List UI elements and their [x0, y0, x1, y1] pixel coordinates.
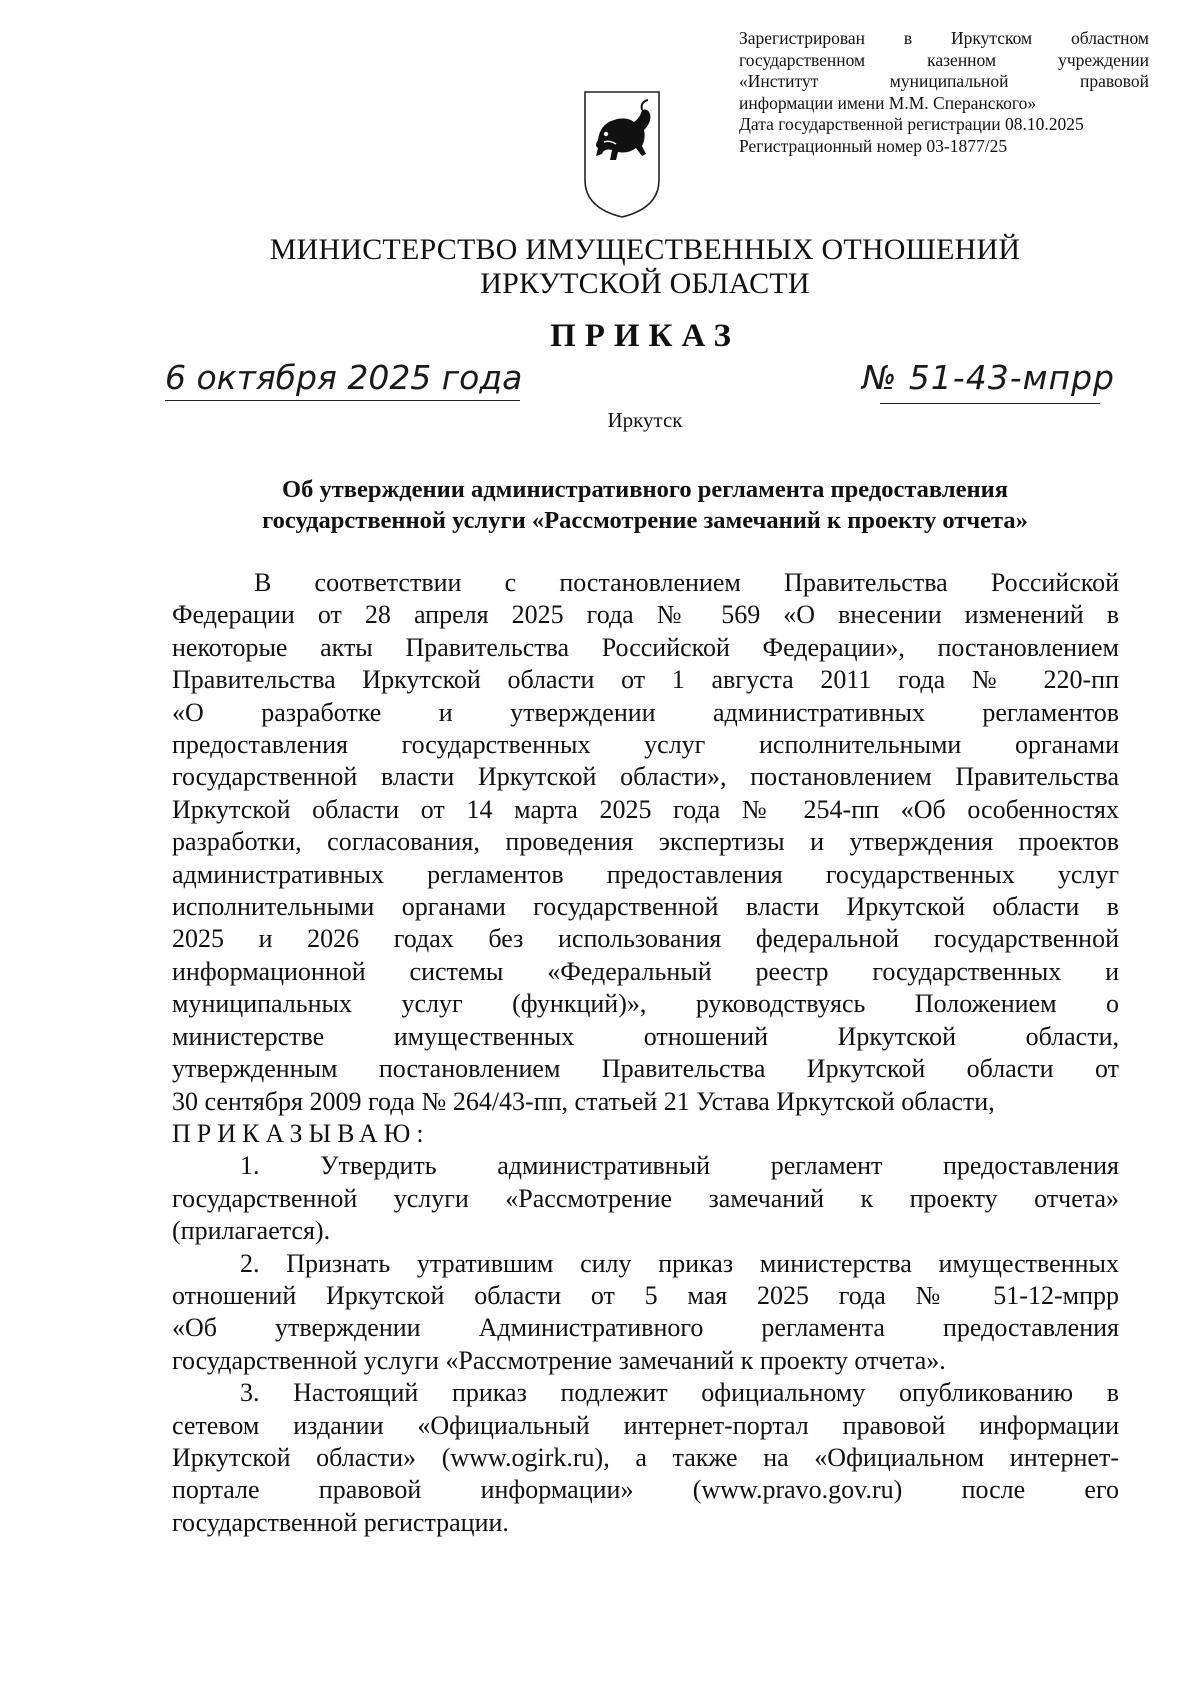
body-line: Иркутской области от 14 марта 2025 года № 254-пп «Об особенностях — [172, 794, 1119, 824]
body-line: Правительства Иркутской области от 1 августа 2011 года № 220-пп — [172, 665, 1119, 695]
body-line: 2025 и 2026 годах без использования федеральной государственной — [172, 924, 1119, 954]
body-line: исполнительными органами государственной власти Иркутской области в — [172, 892, 1119, 922]
registration-line: информации имени М.М. Сперанского» — [739, 92, 1037, 113]
ministry-name-line: МИНИСТЕРСТВО ИМУЩЕСТВЕННЫХ ОТНОШЕНИЙ — [269, 233, 1021, 266]
registration-stamp — [739, 28, 1149, 157]
registration-line: государственном казенном учреждении — [739, 49, 1149, 70]
order-subject — [120, 474, 1170, 536]
body-line: министерстве имущественных отношений Иркутской области, — [172, 1021, 1119, 1051]
body-line: утвержденным постановлением Правительства Иркутской области от — [172, 1054, 1119, 1084]
ministry-name — [0, 233, 1200, 301]
body-line: информационной системы «Федеральный реестр государственных и — [172, 956, 1119, 986]
body-line: Федерации от 28 апреля 2025 года № 569 «О внесении изменений в — [172, 600, 1119, 630]
city: Иркутск — [607, 408, 683, 432]
body-line: государственной регистрации. — [172, 1507, 509, 1537]
body-line: 30 сентября 2009 года № 264/43-пп, статьей 21 Устава Иркутской области, — [172, 1086, 995, 1116]
order-directive: ПРИКАЗЫВАЮ: — [172, 1118, 430, 1148]
body-line: 1. Утвердить административный регламент предоставления — [240, 1151, 1119, 1181]
registration-number: Регистрационный номер 03-1877/25 — [739, 135, 1008, 156]
order-body — [172, 567, 1119, 1539]
body-line: административных регламентов предоставления государственных услуг — [172, 859, 1119, 889]
ministry-name-line: ИРКУТСКОЙ ОБЛАСТИ — [480, 267, 810, 300]
body-line: (прилагается). — [172, 1216, 331, 1246]
subject-line: Об утверждении административного регламента предоставления — [282, 476, 1008, 503]
body-line: Иркутской области» (www.ogirk.ru), а также на «Официальном интернет- — [172, 1442, 1119, 1472]
body-line: 3. Настоящий приказ подлежит официальному опубликованию в — [240, 1378, 1119, 1408]
date-underline — [165, 400, 520, 401]
body-line: некоторые акты Правительства Российской Федерации», постановлением — [172, 632, 1119, 662]
body-line: государственной власти Иркутской области», постановлением Правительства — [172, 762, 1119, 792]
coat-of-arms-icon — [582, 88, 662, 220]
body-line: портале правовой информации» (www.pravo.gov.ru) после его — [172, 1475, 1119, 1505]
order-title: ПРИКАЗ — [550, 318, 740, 354]
subject-line: государственной услуги «Рассмотрение замечаний к проекту отчета» — [262, 507, 1028, 534]
order-number-handwritten: № 51-43-мпрр — [862, 358, 1115, 397]
order-date-handwritten: 6 октября 2025 года — [165, 358, 523, 397]
body-line: предоставления государственных услуг исполнительными органами — [172, 730, 1119, 760]
body-line: государственной услуги «Рассмотрение замечаний к проекту отчета» — [172, 1183, 1119, 1213]
body-line: отношений Иркутской области от 5 мая 2025 года № 51-12-мпрр — [172, 1280, 1119, 1310]
registration-line: «Институт муниципальной правовой — [739, 71, 1149, 91]
body-line: муниципальных услуг (функций)», руководствуясь Положением о — [172, 989, 1119, 1019]
registration-line: Зарегистрирован в Иркутском областном — [739, 28, 1149, 48]
body-line: «Об утверждении Административного регламента предоставления — [172, 1313, 1119, 1343]
body-line: 2. Признать утратившим силу приказ министерства имущественных — [240, 1248, 1119, 1278]
body-line: В соответствии с постановлением Правительства Российской — [254, 568, 1119, 597]
body-line: сетевом издании «Официальный интернет-портал правовой информации — [172, 1410, 1119, 1440]
body-line: «О разработке и утверждении административных регламентов — [172, 697, 1119, 727]
body-line: разработки, согласования, проведения экспертизы и утверждения проектов — [172, 827, 1119, 857]
registration-date: Дата государственной регистрации 08.10.2025 — [739, 114, 1084, 134]
body-line: государственной услуги «Рассмотрение замечаний к проекту отчета». — [172, 1345, 946, 1375]
number-underline — [880, 403, 1100, 404]
